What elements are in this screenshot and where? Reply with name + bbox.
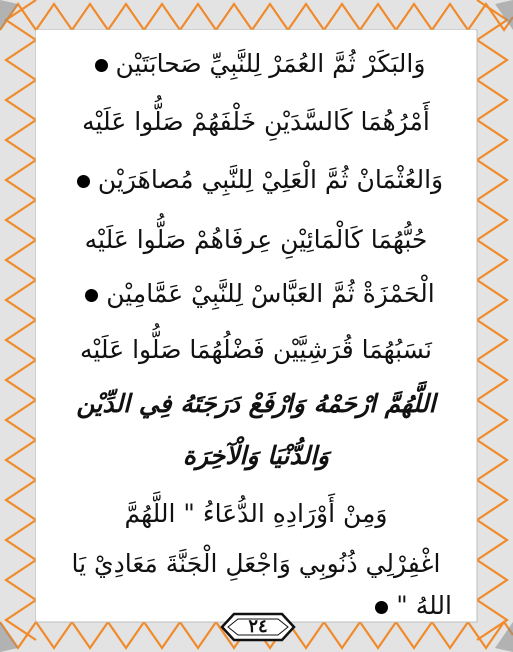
- verse-line-1: [36, 44, 476, 84]
- verse-line-1-text: وَالبَكَرْ ثُمَّ العُمَرْ لِلنَّبِيِّ صَحابَتَيْن: [115, 49, 426, 78]
- verse-line-3: [36, 160, 476, 200]
- prayer-line-1: [36, 384, 476, 424]
- prayer-line-1-text: اللَّهُمَّ ارْحَمْهُ وَارْفَعْ دَرَجَتَهُ فِي الدِّيْن: [76, 389, 436, 418]
- verse-line-2-text: أَمْرُهُمَا كَالسَّدَيْنِ خَلْفَهُمْ صَلُّوا عَلَيْه: [82, 107, 430, 136]
- bullet-dot: [95, 59, 108, 72]
- dua-line-1: [36, 494, 476, 534]
- dua-line-3-text: اللهُ ": [396, 591, 452, 620]
- verse-line-6-text: نَسَبُهُمَا قُرَشِيَّيْن فَضْلُهُمَا صَلُّوا عَلَيْه: [79, 335, 432, 364]
- dua-line-2: [36, 544, 476, 584]
- verse-line-4-text: حُبُّهُمَا كَالْمَائِيْنِ عِرفَاهُمْ صَلُّوا عَلَيْه: [84, 225, 428, 254]
- prayer-line-2-text: وَالدُّنْيَا وَالْآخِرَة: [182, 441, 330, 470]
- verse-line-6: [36, 330, 476, 370]
- prayer-line-2: [36, 436, 476, 476]
- text-page: [36, 30, 476, 620]
- verse-line-5: [36, 274, 476, 314]
- dua-line-1-text: وَمِنْ أَوْرَادِهِ الدُّعَاءُ " اللَّهُمَّ: [124, 499, 388, 528]
- bullet-dot: [77, 175, 90, 188]
- page-number: ٢٤: [248, 616, 268, 637]
- verse-line-3-text: وَالعُثْمَانْ ثُمَّ الْعَلِيْ لِلنَّبِي مُصاهَرَيْن: [97, 165, 444, 194]
- dua-line-2-text: اغْفِرْلِي ذُنُوبِي وَاجْعَلِ الْجَنَّةَ مَعَادِيْ يَا: [71, 549, 441, 578]
- bullet-dot: [85, 289, 98, 302]
- bullet-dot: [375, 601, 388, 614]
- verse-line-5-text: الْحَمْزَةْ ثُمَّ العَبَّاسْ لِلنَّبِيْ عَمَّامِيْن: [106, 279, 435, 308]
- verse-line-2: [36, 102, 476, 142]
- verse-line-4: [36, 220, 476, 260]
